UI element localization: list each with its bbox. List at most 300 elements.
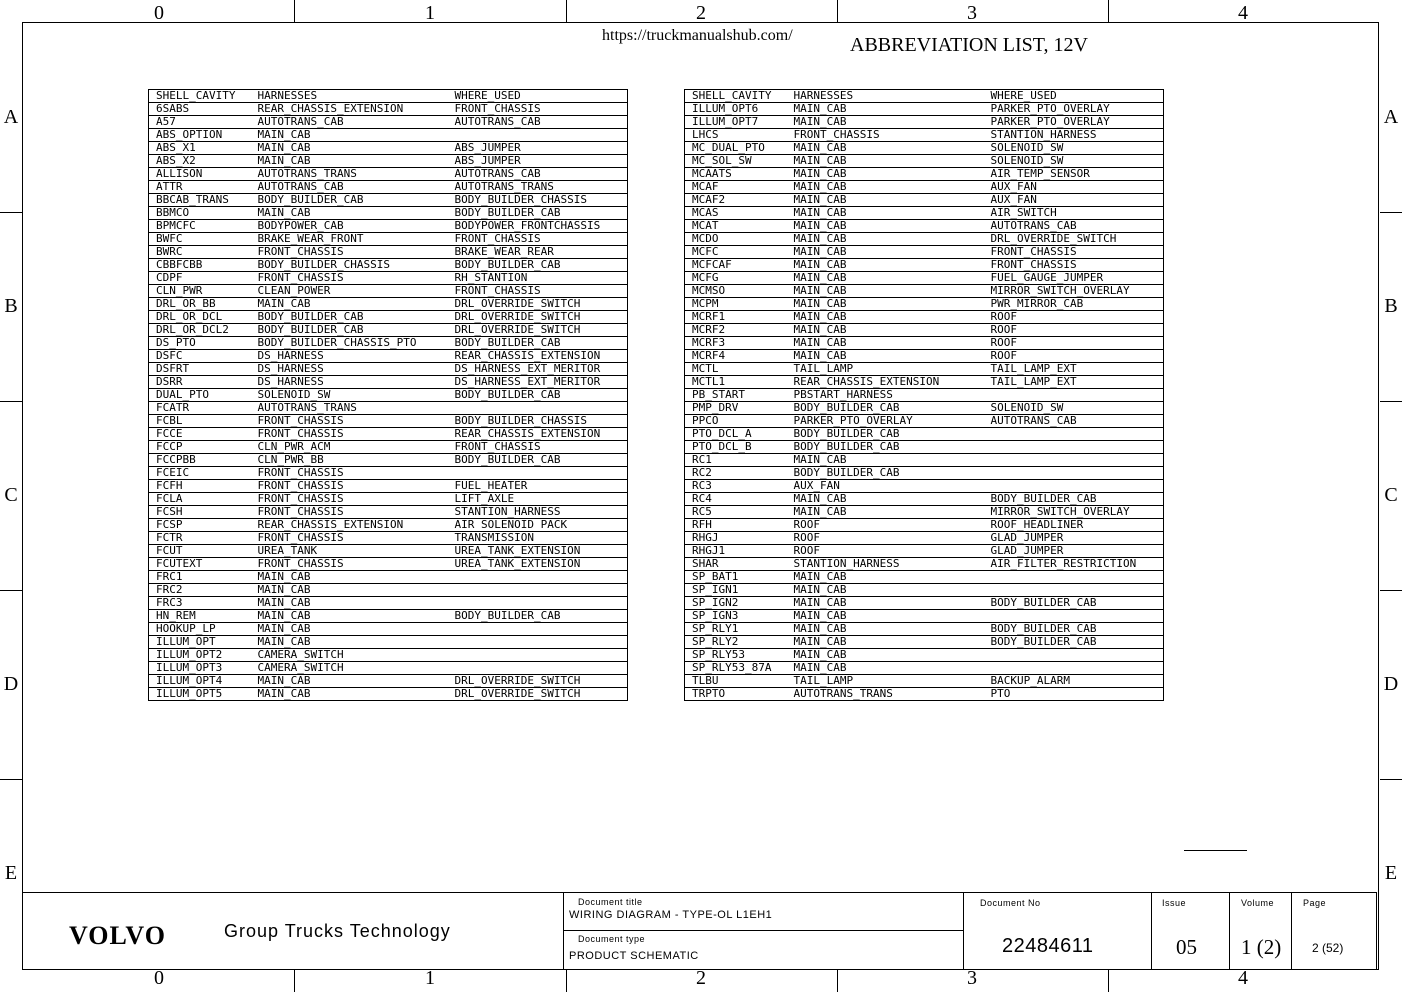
where-used-cell: REAR_CHASSIS_EXTENSION xyxy=(448,350,628,363)
shell-cavity-cell: SP_IGN1 xyxy=(685,584,787,597)
harness-cell: SOLENOID_SW xyxy=(251,389,448,402)
harness-cell: UREA_TANK xyxy=(251,545,448,558)
table-row xyxy=(685,558,1164,571)
shell-cavity-cell: MCAF xyxy=(685,181,787,194)
shell-cavity-cell: MCAATS xyxy=(685,168,787,181)
zone-divider xyxy=(1380,401,1402,402)
column-header-shell-cavity: SHELL_CAVITY xyxy=(149,90,251,103)
where-used-cell xyxy=(984,571,1164,584)
harness-cell: MAIN_CAB xyxy=(787,584,984,597)
table-row xyxy=(149,493,628,506)
zone-number-top-1: 1 xyxy=(425,2,435,24)
table-row xyxy=(685,311,1164,324)
shell-cavity-cell: ILLUM_OPT2 xyxy=(149,649,251,662)
table-row xyxy=(149,155,628,168)
harness-cell: MAIN_CAB xyxy=(787,337,984,350)
table-row xyxy=(149,610,628,623)
shell-cavity-cell: HOOKUP_LP xyxy=(149,623,251,636)
zone-letter-right-a: A xyxy=(1383,106,1399,128)
harness-cell: BODY_BUILDER_CAB xyxy=(787,428,984,441)
table-row xyxy=(149,207,628,220)
org-cell xyxy=(23,893,563,969)
shell-cavity-cell: MCAS xyxy=(685,207,787,220)
where-used-cell: REAR_CHASSIS_EXTENSION xyxy=(448,428,628,441)
shell-cavity-cell: BPMCFC xyxy=(149,220,251,233)
shell-cavity-cell: SHAR xyxy=(685,558,787,571)
harness-cell: BRAKE_WEAR_FRONT xyxy=(251,233,448,246)
table-row xyxy=(685,389,1164,402)
harness-cell: MAIN_CAB xyxy=(251,129,448,142)
shell-cavity-cell: RC5 xyxy=(685,506,787,519)
harness-cell: FRONT_CHASSIS xyxy=(251,558,448,571)
shell-cavity-cell: ILLUM_OPT7 xyxy=(685,116,787,129)
where-used-cell: FRONT_CHASSIS xyxy=(448,233,628,246)
table-row xyxy=(685,116,1164,129)
shell-cavity-cell: FCATR xyxy=(149,402,251,415)
doc-type-cell xyxy=(563,931,963,969)
where-used-cell: DRL_OVERRIDE_SWITCH xyxy=(454,687,581,700)
zone-divider xyxy=(1380,212,1402,213)
shell-cavity-cell: FCBL xyxy=(149,415,251,428)
table-row xyxy=(685,324,1164,337)
where-used-cell: PARKER_PTO_OVERLAY xyxy=(984,116,1164,129)
harness-cell: MAIN_CAB xyxy=(787,272,984,285)
shell-cavity-cell: RC3 xyxy=(685,480,787,493)
harness-cell: MAIN_CAB xyxy=(251,584,448,597)
table-row xyxy=(149,545,628,558)
shell-cavity-cell: DRL_OR_BB xyxy=(149,298,251,311)
harness-cell: AUTOTRANS_TRANS xyxy=(251,402,448,415)
column-header-where-used: WHERE_USED xyxy=(448,90,628,103)
zone-divider xyxy=(837,0,838,22)
table-row xyxy=(685,376,1164,389)
doc-title-label: Document title xyxy=(578,897,643,907)
zone-letter-right-e: E xyxy=(1384,862,1398,884)
issue-label: Issue xyxy=(1162,898,1187,908)
table-row xyxy=(685,688,1164,701)
table-row xyxy=(685,584,1164,597)
where-used-cell: AUTOTRANS_CAB xyxy=(984,415,1164,428)
shell-cavity-cell: ABS_X2 xyxy=(149,155,251,168)
table-row xyxy=(149,584,628,597)
harness-cell: MAIN_CAB xyxy=(787,246,984,259)
where-used-cell: AIR SOLENOID PACK xyxy=(448,519,628,532)
table-row xyxy=(149,350,628,363)
shell-cavity-cell: DRL_OR_DCL xyxy=(149,311,251,324)
shell-cavity-cell: FCCE xyxy=(149,428,251,441)
harness-cell: MAIN_CAB xyxy=(787,194,984,207)
harness-cell: TAIL_LAMP xyxy=(787,675,984,688)
harness-cell: MAIN_CAB xyxy=(251,610,448,623)
where-used-cell xyxy=(984,467,1164,480)
shell-cavity-cell: FCLA xyxy=(149,493,251,506)
where-used-cell: FRONT_CHASSIS xyxy=(984,259,1164,272)
harness-cell: BODY_BUILDER_CHASSIS xyxy=(251,259,448,272)
doc-title-cell xyxy=(563,893,963,931)
harness-cell: TAIL_LAMP xyxy=(787,363,984,376)
harness-cell: BODY_BUILDER_CAB xyxy=(251,311,448,324)
where-used-cell: BODY_BUILDER_CAB xyxy=(984,636,1164,649)
shell-cavity-cell: ILLUM_OPT6 xyxy=(685,103,787,116)
table-row xyxy=(149,129,628,142)
harness-cell: CLN_PWR_ACM xyxy=(251,441,448,454)
shell-cavity-cell: ABS_OPTION xyxy=(149,129,251,142)
where-used-cell: ROOF_HEADLINER xyxy=(984,519,1164,532)
where-used-cell: AUTOTRANS_TRANS xyxy=(448,181,628,194)
shell-cavity-cell: FCUT xyxy=(149,545,251,558)
table-row xyxy=(685,597,1164,610)
table-row xyxy=(149,675,628,688)
shell-cavity-cell: FCFH xyxy=(149,480,251,493)
harness-cell: MAIN_CAB xyxy=(787,168,984,181)
issue-number: 05 xyxy=(1176,935,1197,959)
table-row xyxy=(685,168,1164,181)
table-row xyxy=(149,259,628,272)
where-used-cell xyxy=(448,584,628,597)
zone-divider xyxy=(0,590,22,591)
zone-number-bottom-0: 0 xyxy=(154,967,164,989)
table-row xyxy=(685,506,1164,519)
table-row xyxy=(149,181,628,194)
volvo-logo: VOLVO xyxy=(69,921,166,950)
where-used-cell: DRL_OVERRIDE_SWITCH xyxy=(448,298,628,311)
shell-cavity-cell: PTO_DCL_A xyxy=(685,428,787,441)
table-row xyxy=(149,571,628,584)
table-row xyxy=(685,142,1164,155)
shell-cavity-cell: FRC2 xyxy=(149,584,251,597)
title-block xyxy=(22,892,1377,970)
zone-divider xyxy=(1108,970,1109,992)
shell-cavity-cell: TLBU xyxy=(685,675,787,688)
shell-cavity-cell: FRC1 xyxy=(149,571,251,584)
table-row xyxy=(149,636,628,649)
harness-cell: MAIN_CAB xyxy=(251,571,448,584)
org-name: Group Trucks Technology xyxy=(224,921,451,941)
where-used-cell xyxy=(448,623,628,636)
table-row xyxy=(149,402,628,415)
shell-cavity-cell: SP_IGN3 xyxy=(685,610,787,623)
harness-cell: BODY_BUILDER_CAB xyxy=(787,467,984,480)
zone-number-top-2: 2 xyxy=(696,2,706,24)
where-used-cell xyxy=(448,402,628,415)
table-row xyxy=(149,285,628,298)
table-row xyxy=(685,532,1164,545)
doc-type-label: Document type xyxy=(578,934,646,944)
column-header-shell-cavity: SHELL_CAVITY xyxy=(685,90,787,103)
shell-cavity-cell: MCDO xyxy=(685,233,787,246)
table-row xyxy=(149,311,628,324)
harness-cell: MAIN_CAB xyxy=(787,285,984,298)
volume-label: Volume xyxy=(1241,898,1275,908)
where-used-cell: MIRROR_SWITCH_OVERLAY xyxy=(984,285,1164,298)
table-row xyxy=(685,480,1164,493)
shell-cavity-cell: SP_IGN2 xyxy=(685,597,787,610)
where-used-cell: AIR_SWITCH xyxy=(984,207,1164,220)
shell-cavity-cell: PTO_DCL_B xyxy=(685,441,787,454)
zone-number-top-3: 3 xyxy=(967,2,977,24)
shell-cavity-cell: ALLISON xyxy=(149,168,251,181)
harness-cell: MAIN_CAB xyxy=(787,649,984,662)
where-used-cell: BODY_BUILDER_CAB xyxy=(984,623,1164,636)
table-row xyxy=(685,519,1164,532)
table-row xyxy=(685,233,1164,246)
zone-divider xyxy=(0,779,22,780)
shell-cavity-cell: RC2 xyxy=(685,467,787,480)
shell-cavity-cell: RHGJ xyxy=(685,532,787,545)
where-used-cell: TAIL_LAMP_EXT xyxy=(984,363,1164,376)
shell-cavity-cell: SP_RLY53 xyxy=(685,649,787,662)
doc-no-label: Document No xyxy=(980,898,1041,908)
harness-cell: MAIN_CAB xyxy=(787,181,984,194)
zone-number-bottom-3: 3 xyxy=(967,967,977,989)
abbreviation-table-left xyxy=(148,89,628,701)
shell-cavity-cell: ATTR xyxy=(149,181,251,194)
shell-cavity-cell: MCRF2 xyxy=(685,324,787,337)
where-used-cell xyxy=(984,454,1164,467)
shell-cavity-cell: CLN_PWR xyxy=(149,285,251,298)
harness-cell: REAR_CHASSIS_EXTENSION xyxy=(787,376,984,389)
table-row xyxy=(685,155,1164,168)
harness-cell: BODYPOWER_CAB xyxy=(251,220,448,233)
where-used-cell: AUX_FAN xyxy=(984,181,1164,194)
table-header-row xyxy=(149,90,628,103)
table-header-row xyxy=(685,90,1164,103)
column-header-harnesses: HARNESSES xyxy=(251,90,448,103)
table-row xyxy=(685,636,1164,649)
table-row xyxy=(149,506,628,519)
doc-type: PRODUCT SCHEMATIC xyxy=(569,950,699,962)
shell-cavity-cell: BWFC xyxy=(149,233,251,246)
page-title: ABBREVIATION LIST, 12V xyxy=(850,34,1088,56)
zone-letter-right-d: D xyxy=(1383,673,1399,695)
table-row xyxy=(685,467,1164,480)
table-row xyxy=(149,623,628,636)
table-row xyxy=(685,662,1164,675)
where-used-cell: DRL_OVERRIDE_SWITCH xyxy=(448,324,628,337)
shell-cavity-cell: FCTR xyxy=(149,532,251,545)
harness-cell: FRONT_CHASSIS xyxy=(787,129,984,142)
where-used-cell: TRANSMISSION xyxy=(448,532,628,545)
where-used-cell xyxy=(448,129,628,142)
zone-divider xyxy=(837,970,838,992)
table-row xyxy=(149,532,628,545)
harness-cell: FRONT_CHASSIS xyxy=(251,480,448,493)
shell-cavity-cell: MCFCAF xyxy=(685,259,787,272)
harness-cell: REAR_CHASSIS_EXTENSION xyxy=(251,519,448,532)
shell-cavity-cell: FCSP xyxy=(149,519,251,532)
shell-cavity-cell: FCCP xyxy=(149,441,251,454)
source-url[interactable]: https://truckmanualshub.com/ xyxy=(602,27,793,44)
shell-cavity-cell: MC_SOL_SW xyxy=(685,155,787,168)
shell-cavity-cell: 6SABS xyxy=(149,103,251,116)
table-row xyxy=(685,129,1164,142)
shell-cavity-cell: ILLUM_OPT5 xyxy=(156,687,223,700)
where-used-cell: ROOF xyxy=(984,337,1164,350)
harness-cell: MAIN_CAB xyxy=(251,623,448,636)
shell-cavity-cell: BBMCO xyxy=(149,207,251,220)
zone-letter-left-e: E xyxy=(4,862,18,884)
table-row xyxy=(149,116,628,129)
harness-cell: DS_HARNESS xyxy=(251,363,448,376)
harness-cell: MAIN_CAB xyxy=(787,142,984,155)
shell-cavity-cell: RC4 xyxy=(685,493,787,506)
where-used-cell: BODY_BUILDER_CHASSIS xyxy=(448,194,628,207)
where-used-cell xyxy=(984,584,1164,597)
shell-cavity-cell: CDPF xyxy=(149,272,251,285)
harness-cell: MAIN_CAB xyxy=(787,662,984,675)
harness-cell: PARKER_PTO_OVERLAY xyxy=(787,415,984,428)
where-used-cell: BODY_BUILDER_CAB xyxy=(448,337,628,350)
shell-cavity-cell: MCAF2 xyxy=(685,194,787,207)
where-used-cell: SOLENOID_SW xyxy=(984,142,1164,155)
harness-cell: MAIN_CAB xyxy=(787,324,984,337)
harness-cell: MAIN_CAB xyxy=(787,597,984,610)
shell-cavity-cell: BBCAB_TRANS xyxy=(149,194,251,207)
harness-cell: FRONT_CHASSIS xyxy=(251,493,448,506)
harness-cell: ROOF xyxy=(787,532,984,545)
where-used-cell: PTO xyxy=(990,687,1011,700)
zone-number-bottom-4: 4 xyxy=(1238,967,1248,989)
harness-cell: BODY_BUILDER_CAB xyxy=(787,441,984,454)
where-used-cell: FUEL_GAUGE_JUMPER xyxy=(984,272,1164,285)
zone-divider xyxy=(0,212,22,213)
table-row xyxy=(149,220,628,233)
table-row xyxy=(685,207,1164,220)
zone-divider xyxy=(1108,0,1109,22)
shell-cavity-cell: DSRR xyxy=(149,376,251,389)
where-used-cell: BODY_BUILDER_CAB xyxy=(448,389,628,402)
table-row xyxy=(149,441,628,454)
shell-cavity-cell: RFH xyxy=(685,519,787,532)
table-row xyxy=(685,610,1164,623)
where-used-cell: BODY_BUILDER_CAB xyxy=(448,454,628,467)
table-row xyxy=(685,428,1164,441)
table-row xyxy=(685,649,1164,662)
where-used-cell: BODY_BUILDER_CHASSIS xyxy=(448,415,628,428)
where-used-cell: BODY_BUILDER_CAB xyxy=(448,207,628,220)
table-row xyxy=(149,246,628,259)
zone-letter-left-d: D xyxy=(3,673,19,695)
table-row xyxy=(685,298,1164,311)
where-used-cell: MIRROR_SWITCH_OVERLAY xyxy=(984,506,1164,519)
where-used-cell xyxy=(448,649,628,662)
where-used-cell: ROOF xyxy=(984,324,1164,337)
where-used-cell: DS_HARNESS_EXT_MERITOR xyxy=(448,376,628,389)
harness-cell: FRONT_CHASSIS xyxy=(251,428,448,441)
where-used-cell: ROOF xyxy=(984,350,1164,363)
doc-no: 22484611 xyxy=(1002,935,1094,957)
where-used-cell xyxy=(984,389,1164,402)
table-row xyxy=(149,558,628,571)
table-row xyxy=(685,493,1164,506)
where-used-cell: PWR_MIRROR_CAB xyxy=(984,298,1164,311)
harness-cell: MAIN_CAB xyxy=(787,623,984,636)
harness-cell: DS_HARNESS xyxy=(251,350,448,363)
table-row xyxy=(685,571,1164,584)
harness-cell: AUTOTRANS_TRANS xyxy=(793,687,893,700)
zone-letter-left-b: B xyxy=(4,295,18,317)
where-used-cell: RH_STANTION xyxy=(448,272,628,285)
harness-cell: CLN_PWR_BB xyxy=(251,454,448,467)
shell-cavity-cell: FCCPBB xyxy=(149,454,251,467)
table-row xyxy=(685,194,1164,207)
harness-cell: MAIN_CAB xyxy=(787,233,984,246)
harness-cell: CAMERA_SWITCH xyxy=(251,662,448,675)
table-row xyxy=(149,389,628,402)
where-used-cell: AUTOTRANS_CAB xyxy=(448,116,628,129)
shell-cavity-cell: MCTL xyxy=(685,363,787,376)
where-used-cell xyxy=(984,428,1164,441)
harness-cell: MAIN_CAB xyxy=(251,675,448,688)
harness-cell: FRONT_CHASSIS xyxy=(251,506,448,519)
zone-divider xyxy=(0,401,22,402)
zone-divider xyxy=(294,970,295,992)
table-row xyxy=(149,142,628,155)
harness-cell: BODY_BUILDER_CAB xyxy=(251,194,448,207)
where-used-cell: AUTOTRANS_CAB xyxy=(984,220,1164,233)
where-used-cell: FRONT_CHASSIS xyxy=(448,285,628,298)
harness-cell: MAIN_CAB xyxy=(787,259,984,272)
zone-number-bottom-2: 2 xyxy=(696,967,706,989)
harness-cell: MAIN_CAB xyxy=(787,610,984,623)
where-used-cell: AIR_FILTER_RESTRICTION xyxy=(984,558,1164,571)
table-row xyxy=(685,350,1164,363)
where-used-cell xyxy=(448,597,628,610)
table-row xyxy=(685,181,1164,194)
shell-cavity-cell: MCAT xyxy=(685,220,787,233)
zone-number-top-4: 4 xyxy=(1238,2,1248,24)
where-used-cell: DRL_OVERRIDE_SWITCH xyxy=(448,675,628,688)
table-row xyxy=(685,220,1164,233)
harness-cell: AUTOTRANS_CAB xyxy=(251,181,448,194)
shell-cavity-cell: MCFC xyxy=(685,246,787,259)
table-row xyxy=(685,272,1164,285)
shell-cavity-cell: MCRF1 xyxy=(685,311,787,324)
harness-cell: MAIN_CAB xyxy=(787,493,984,506)
harness-cell: MAIN_CAB xyxy=(787,636,984,649)
shell-cavity-cell: FCSH xyxy=(149,506,251,519)
harness-cell: MAIN_CAB xyxy=(787,155,984,168)
shell-cavity-cell: ILLUM_OPT xyxy=(149,636,251,649)
harness-cell: MAIN_CAB xyxy=(251,298,448,311)
zone-letter-left-a: A xyxy=(3,106,19,128)
table-row xyxy=(149,324,628,337)
harness-cell: REAR_CHASSIS_EXTENSION xyxy=(251,103,448,116)
table-row xyxy=(149,168,628,181)
table-row xyxy=(685,259,1164,272)
harness-cell: FRONT_CHASSIS xyxy=(251,415,448,428)
harness-cell: DS_HARNESS xyxy=(251,376,448,389)
where-used-cell: BRAKE_WEAR_REAR xyxy=(448,246,628,259)
zone-number-bottom-1: 1 xyxy=(425,967,435,989)
harness-cell: CAMERA_SWITCH xyxy=(251,649,448,662)
harness-cell: MAIN_CAB xyxy=(787,506,984,519)
revision-mark-line xyxy=(1184,850,1247,851)
shell-cavity-cell: SP_RLY53_87A xyxy=(685,662,787,675)
page-number: 2 (52) xyxy=(1312,941,1344,955)
page-cell xyxy=(1291,893,1376,969)
where-used-cell: BODYPOWER_FRONTCHASSIS xyxy=(448,220,628,233)
shell-cavity-cell: DSFC xyxy=(149,350,251,363)
shell-cavity-cell: MCPM xyxy=(685,298,787,311)
shell-cavity-cell: MCRF4 xyxy=(685,350,787,363)
shell-cavity-cell: SP_BAT1 xyxy=(685,571,787,584)
shell-cavity-cell: MCMSO xyxy=(685,285,787,298)
table-row xyxy=(685,246,1164,259)
where-used-cell: GLAD_JUMPER xyxy=(984,532,1164,545)
where-used-cell: STANTION_HARNESS xyxy=(448,506,628,519)
table-row xyxy=(149,415,628,428)
